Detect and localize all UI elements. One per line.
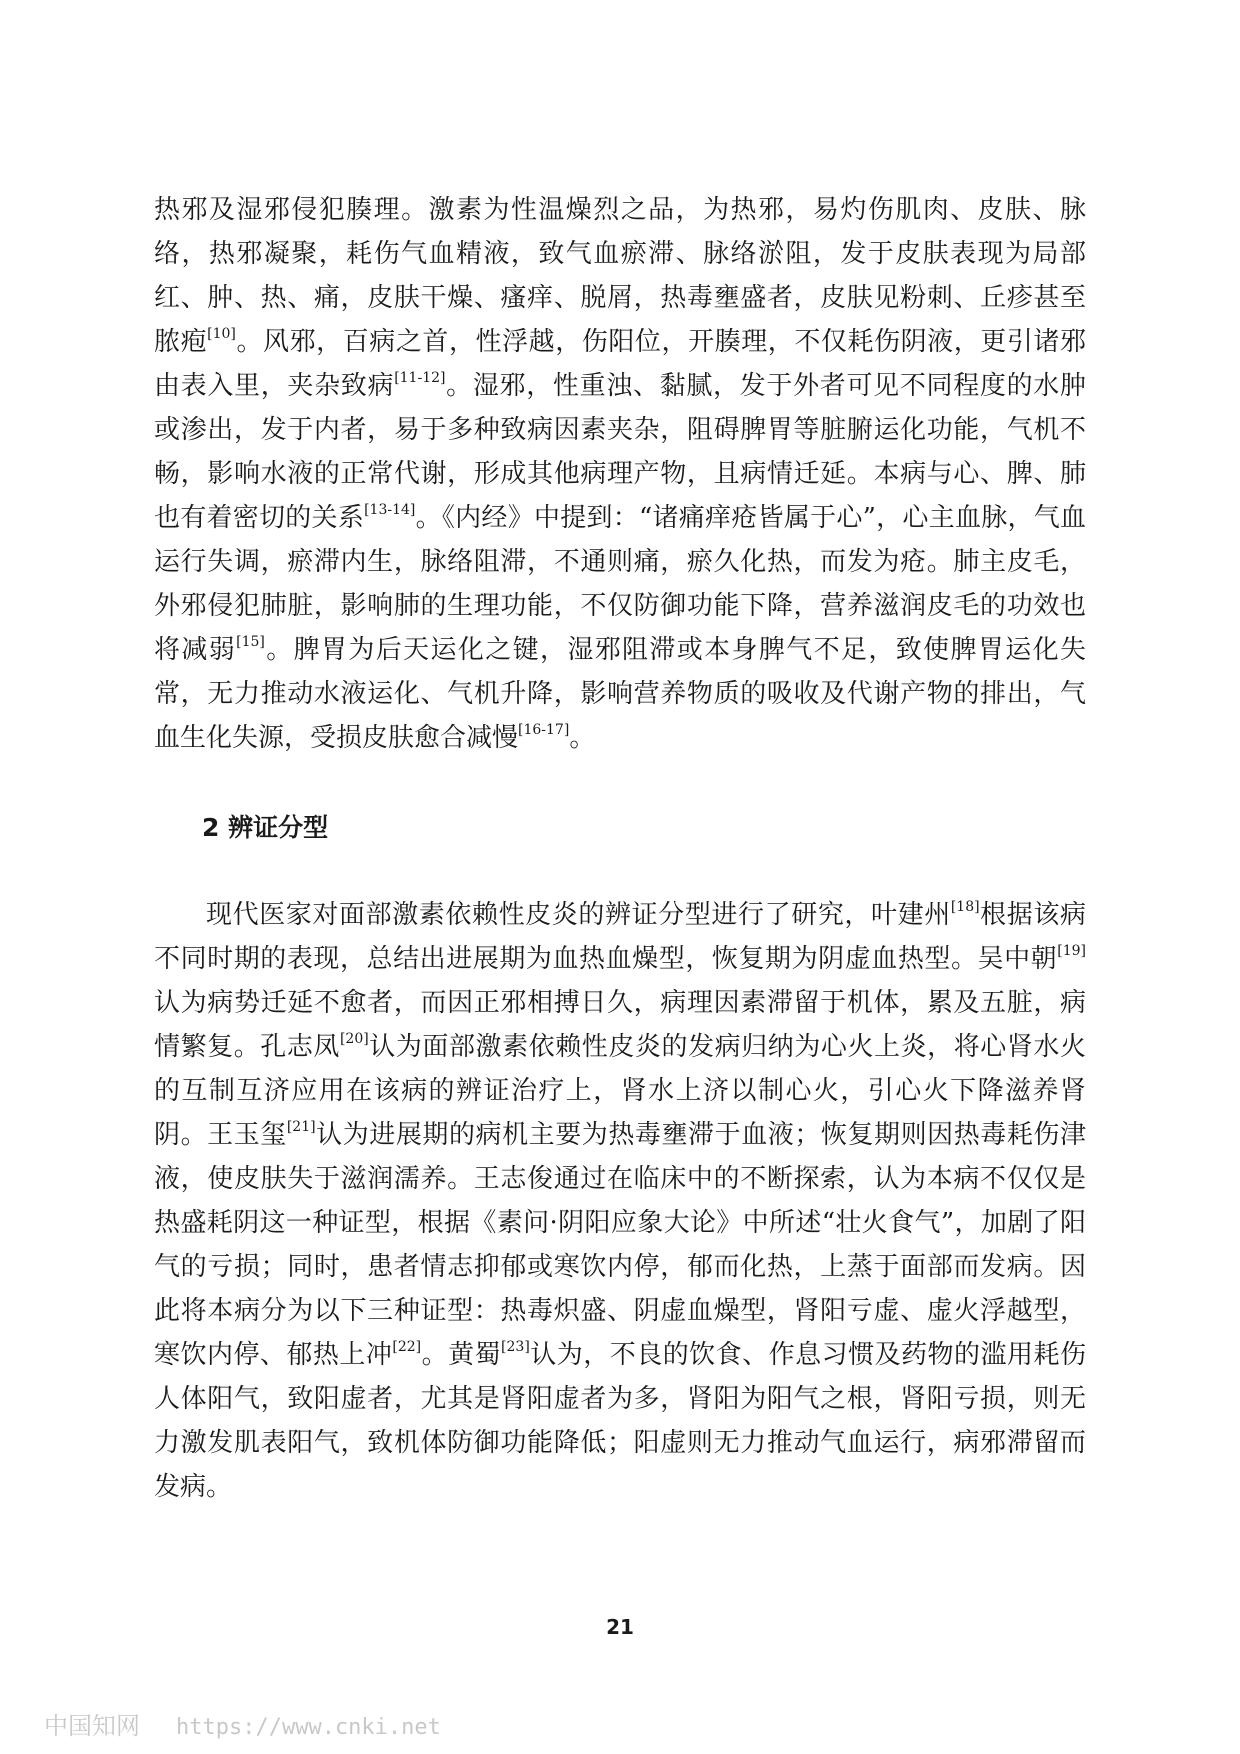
citation-reference: [23] (501, 1339, 530, 1356)
cnki-watermark (44, 1706, 441, 1741)
page-number: 21 (606, 1615, 634, 1639)
citation-reference: [19] (1057, 943, 1086, 960)
citation-reference: [16-17] (518, 722, 570, 739)
citation-reference: [21] (286, 1119, 316, 1136)
watermark-name: 中国知网 (44, 1712, 140, 1740)
citation-reference: [11-12] (394, 370, 446, 387)
text-run: 。湿邪，性重浊、黏腻，发于外者可见不同程度的水肿或渗出，发于内者，易于多种致病因素夹杂，阻碍脾胃等脏腑运化功能，气机不畅，影响水液的正常代谢，形成其他病理产物，且病情迁延。本病与心、脾、肺也有着密切的关系 (154, 371, 1086, 533)
text-run: 根据该病不同时期的表现，总结出进展期为血热血燥型，恢复期为阴虚血热型。吴中朝 (154, 900, 1086, 974)
section-heading: 2 辨证分型 (202, 813, 329, 842)
citation-reference: [10] (207, 326, 236, 343)
watermark-url: https://www.cnki.net (176, 1715, 441, 1740)
text-run: 认为面部激素依赖性皮炎的发病归纳为心火上炎，将心肾水火的互制互济应用在该病的辨证治疗上，肾水上济以制心火，引心火下降滋养肾阴。王玉玺 (154, 1032, 1086, 1150)
body-paragraph-2 (154, 893, 1086, 1509)
body-paragraph-1 (154, 188, 1086, 760)
citation-reference: [15] (236, 634, 265, 651)
text-run: 。黄蜀 (421, 1340, 502, 1370)
citation-reference: [20] (339, 1031, 369, 1048)
text-run: 。脾胃为后天运化之键，湿邪阻滞或本身脾气不足，致使脾胃运化失常，无力推动水液运化、气机升降，影响营养物质的吸收及代谢产物的排出，气血生化失源，受损皮肤愈合减慢 (154, 635, 1086, 753)
text-run: 。 (569, 723, 596, 753)
text-run: 。《内经》中提到：“诸痛痒疮皆属于心”，心主血脉，气血运行失调，瘀滞内生，脉络阻滞，不通则痛，瘀久化热，而发为疮。肺主皮毛，外邪侵犯肺脏，影响肺的生理功能，不仅防御功能下降，营养滋润皮毛的功效也将减弱 (154, 503, 1086, 665)
text-run: 认为进展期的病机主要为热毒壅滞于血液；恢复期则因热毒耗伤津液，使皮肤失于滋润濡养。王志俊通过在临床中的不断探索，认为本病不仅仅是热盛耗阴这一种证型，根据《素问·阴阳应象大论》中所述“壮火食气”，加剧了阳气的亏损；同时，患者情志抑郁或寒饮内停，郁而化热，上蒸于面部而发病。因此将本病分为以下三种证型：热毒炽盛、阴虚血燥型，肾阳亏虚、虚火浮越型，寒饮内停、郁热上冲 (154, 1120, 1086, 1370)
text-run: 热邪及湿邪侵犯腠理。激素为性温燥烈之品，为热邪，易灼伤肌肉、皮肤、脉络，热邪凝聚，耗伤气血精液，致气血瘀滞、脉络淤阻，发于皮肤表现为局部红、肿、热、痛，皮肤干燥、瘙痒、脱屑，热毒壅盛者，皮肤见粉刺、丘疹甚至脓疱 (154, 195, 1086, 357)
text-run: 现代医家对面部激素依赖性皮炎的辨证分型进行了研究，叶建州 (206, 900, 951, 930)
citation-reference: [18] (950, 899, 980, 916)
text-run: 认为病势迁延不愈者，而因正邪相搏日久，病理因素滞留于机体，累及五脏，病情繁复。孔志凤 (154, 988, 1086, 1062)
citation-reference: [13-14] (364, 502, 416, 519)
text-run: 。风邪，百病之首，性浮越，伤阳位，开腠理，不仅耗伤阴液，更引诸邪由表入里，夹杂致病 (154, 327, 1086, 401)
citation-reference: [22] (392, 1339, 422, 1356)
text-run: 认为，不良的饮食、作息习惯及药物的滥用耗伤人体阳气，致阳虚者，尤其是肾阳虚者为多，肾阳为阳气之根，肾阳亏损，则无力激发肌表阳气，致机体防御功能降低；阳虚则无力推动气血运行，病邪滞留而发病。 (154, 1340, 1086, 1502)
